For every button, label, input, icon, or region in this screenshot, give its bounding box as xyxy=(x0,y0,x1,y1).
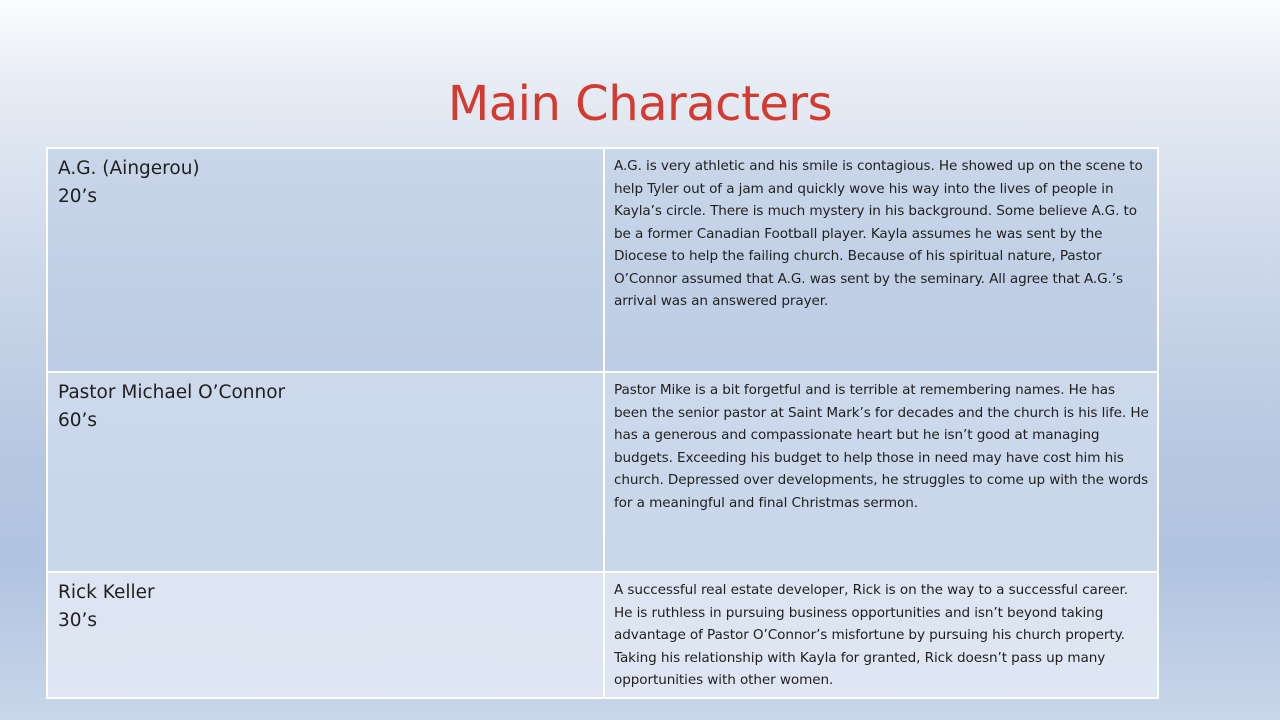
character-age: 20’s xyxy=(58,186,98,207)
slide-title: Main Characters xyxy=(447,76,833,132)
character-name-cell xyxy=(47,372,604,572)
character-name: Pastor Michael O’Connor xyxy=(58,382,286,403)
table-row xyxy=(47,148,1158,372)
character-name-cell xyxy=(47,148,604,372)
character-description: A.G. is very athletic and his smile is contagious. He showed up on the scene to help Tyler out of a jam and quickly wove his way into the lives of people in Kayla’s circle. There is much mystery in his background. Some believe A.G. to be a former Canadian Football player. Kayla assumes he was sent by the Diocese to help the failing church. Because of his spiritual nature, Pastor O’Connor assumed that A.G. was sent by the seminary. All agree that A.G.’s arrival was an answered prayer. xyxy=(604,148,1158,372)
character-name: Rick Keller xyxy=(58,582,155,603)
character-name-cell xyxy=(47,572,604,698)
character-age: 60’s xyxy=(58,410,98,431)
table-row xyxy=(47,372,1158,572)
characters-table xyxy=(46,147,1159,699)
character-name: A.G. (Aingerou) xyxy=(58,158,200,179)
character-description: A successful real estate developer, Rick is on the way to a successful career. He is ruthless in pursuing business opportunities and isn’t beyond taking advantage of Pastor O’Connor’s misfortune by pursuing his church property. Taking his relationship with Kayla for granted, Rick doesn’t pass up many opportunities with other women. xyxy=(604,572,1158,698)
character-age: 30’s xyxy=(58,610,98,631)
table-row xyxy=(47,572,1158,698)
character-description: Pastor Mike is a bit forgetful and is terrible at remembering names. He has been the senior pastor at Saint Mark’s for decades and the church is his life. He has a generous and compassionate heart but he isn’t good at managing budgets. Exceeding his budget to help those in need may have cost him his church. Depressed over developments, he struggles to come up with the words for a meaningful and final Christmas sermon. xyxy=(604,372,1158,572)
